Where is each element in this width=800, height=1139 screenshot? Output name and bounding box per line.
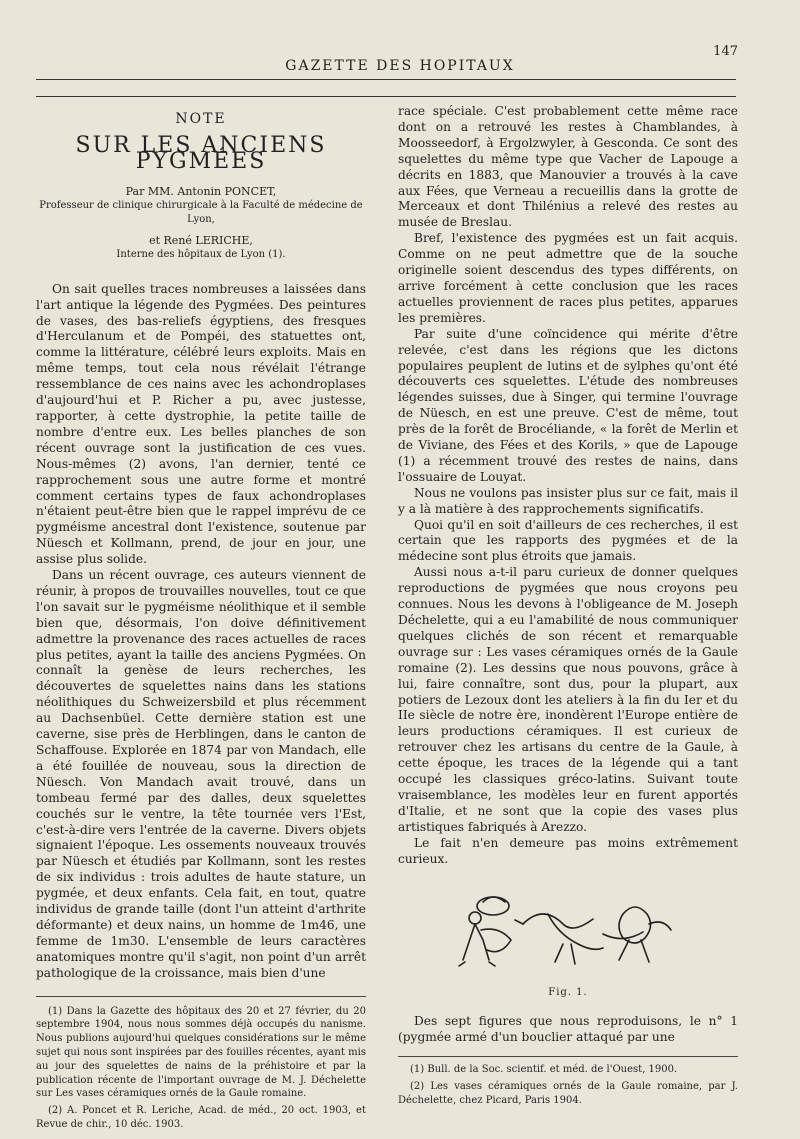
footnote-rule xyxy=(398,1056,738,1057)
article-title: SUR LES ANCIENS PYGMÉES xyxy=(75,132,327,174)
footnote: (1) Dans la Gazette des hôpitaux des 20 et 27 février, du 20 septembre 1904, nous nous sommes déjà occupés du nanisme. Nous publions aujourd'hui quelques considérations sur le même sujet qui nous sont inspirées par des fouilles récentes, ayant mis au jour des squelettes de nains de la préhistoire et par la publication récente de l'important ouvrage de M. J. Déchelette sur Les vases céramiques ornés de la Gaule romaine. xyxy=(36,1005,366,1100)
right-column xyxy=(398,104,738,1111)
header-rule xyxy=(36,79,736,80)
running-title: GAZETTE DES HOPITAUX xyxy=(285,58,515,74)
left-column xyxy=(36,104,366,1135)
footnote: (2) A. Poncet et R. Leriche, Acad. de méd., 20 oct. 1903, et Revue de chir., 10 déc. 1903. xyxy=(36,1105,366,1130)
author-2: et René LERICHE, xyxy=(149,233,253,247)
paragraph: race spéciale. C'est probablement cette même race dont on a retrouvé les restes à Chamblandes, à Moosseedorf, à Ergolzwyler, à Gesconda. Ce sont des squelettes du même type que Vacher de Lapouge a décrits en 1883, que Manouvier a trouvés à la cave aux Fées, que Verneau a recueillis dans la grotte de Merceaux et dont Thilénius a relevé des restes au musée de Breslau. xyxy=(398,104,738,230)
paragraph: On sait quelles traces nombreuses a laissées dans l'art antique la légende des Pygmées. Des peintures de vases, des bas-reliefs égyptiens, des fresques d'Herculanum et de Pompéi, des statuettes ont, comme la littérature, célébré leurs exploits. Mais en même temps, tout cela nous révélait l'étrange ressemblance de ces nains avec les achondroplases d'aujourd'hui et P. Richer a pu, avec justesse, rapporter, à cette dystrophie, la petite taille de nombre d'entre eux. Les belles planches de son récent ouvrage sont la justification de ces vues. Nous-mêmes (2) avons, l'an dernier, tenté ce rapprochement sous une autre forme et montré comment certains types de faux achondroplases n'étaient peut-être bien que le rappel imprévu de ce pygméisme ancestral dont l'existence, soutenue par Nüesch et Kollmann, prend, de jour en jour, une assise plus solide. xyxy=(36,281,366,567)
paragraph: Par suite d'une coïncidence qui mérite d'être relevée, c'est dans les régions que les dictons populaires peuplent de lutins et de sylphes qu'ont été découverts ces squelettes. L'étude des nombreuses légendes suisses, due à Singer, qui termine l'ouvrage de Nüesch, en est une preuve. C'est de même, tout près de la forêt de Brocéliande, « la forêt de Merlin et de Viviane, des Fées et des Korils, » que de Lapouge (1) a récemment trouvé des restes de nains, dans l'ossuaire de Louyat. xyxy=(398,326,738,484)
author-1: Par MM. Antonin PONCET, xyxy=(125,184,277,198)
paragraph: Le fait n'en demeure pas moins extrêmement curieux. xyxy=(398,835,738,866)
author-2-role: Interne des hôpitaux de Lyon (1). xyxy=(116,248,286,260)
pygmy-illustration xyxy=(453,884,683,979)
paragraph: Bref, l'existence des pygmées est un fait acquis. Comme on ne peut admettre que de la souche originelle soient descendus des types différents, on arrive forcément à cette conclusion que les races actuelles proviennent de races plus petites, apparues les premières. xyxy=(398,231,738,325)
left-body xyxy=(36,282,366,982)
paragraph: Des sept figures que nous reproduisons, le n° 1 (pygmée armé d'un bouclier attaqué par une xyxy=(398,1014,738,1045)
page-number: 147 xyxy=(713,44,738,59)
footnote: (1) Bull. de la Soc. scientif. et méd. de l'Ouest, 1900. xyxy=(410,1064,678,1076)
header-rule-thin xyxy=(36,96,736,97)
paragraph: Quoi qu'il en soit d'ailleurs de ces recherches, il est certain que les rapports des pygmées et de la médecine sont plus étroits que jamais. xyxy=(398,517,738,564)
author-1-role: Professeur de clinique chirurgicale à la Faculté de médecine de Lyon, xyxy=(39,199,363,225)
footnote: (2) Les vases céramiques ornés de la Gaule romaine, par J. Déchelette, chez Picard, Paris 1904. xyxy=(398,1081,738,1106)
footnote-rule xyxy=(36,996,366,997)
figure-caption: Fig. 1. xyxy=(548,986,588,998)
paragraph: Nous ne voulons pas insister plus sur ce fait, mais il y a là matière à des rapprochements significatifs. xyxy=(398,485,738,516)
note-label: NOTE xyxy=(175,111,227,127)
figure-1 xyxy=(398,884,738,1001)
paragraph: Aussi nous a-t-il paru curieux de donner quelques reproductions de pygmées que nous croyons peu connues. Nous les devons à l'obligeance de M. Joseph Déchelette, qui a eu l'amabilité de nous communiquer quelques clichés de son récent et remarquable ouvrage sur : Les vases céramiques ornés de la Gaule romaine (2). Les dessins que nous pouvons, grâce à lui, faire connaître, sont dus, pour la plupart, aux potiers de Lezoux dont les ateliers à la fin du Ier et du IIe siècle de notre ère, inondèrent l'Europe entière de leurs productions céramiques. Il est curieux de retrouver chez les artisans du centre de la Gaule, à cette époque, les traces de la légende qui a tant occupé les classiques gréco-latins. Suivant toute vraisemblance, les modèles leur en furent apportés d'Italie, et ne sont que la copie des vases plus artistiques fabriqués à Arezzo. xyxy=(398,565,738,834)
paragraph: Dans un récent ouvrage, ces auteurs viennent de réunir, à propos de trouvailles nouvelles, tout ce que l'on savait sur le pygméisme néolithique et il semble bien que, désormais, l'on doive définitivement admettre la provenance des races actuelles de races plus petites, ayant la taille des anciens Pygmées. On connaît la genèse de leurs recherches, les découvertes de squelettes nains dans les stations néolithiques du Schweizersbild et plus récemment au Dachsenbüel. Cette dernière station est une caverne, sise près de Herblingen, dans le canton de Schaffouse. Explorée en 1874 par von Mandach, elle a été fouillée de nouveau, sous la direction de Nüesch. Von Mandach avait trouvé, dans un tombeau fermé par des dalles, deux squelettes couchés sur le ventre, la tête tournée vers l'Est, c'est-à-dire vers l'entrée de la caverne. Divers objets signaient l'époque. Les ossements nouveaux trouvés par Nüesch et étudiés par Kollmann, sont les restes de six individus : trois adultes de haute stature, un pygmée, et deux enfants. Cela fait, en tout, quatre individus de grande taille (dont l'un atteint d'arthrite déformante) et deux nains, un homme de 1m46, une femme de 1m30. L'ensemble de leurs caractères anatomiques montre qu'il s'agit, non point d'un arrêt pathologique de la croissance, mais bien d'une xyxy=(36,568,366,980)
